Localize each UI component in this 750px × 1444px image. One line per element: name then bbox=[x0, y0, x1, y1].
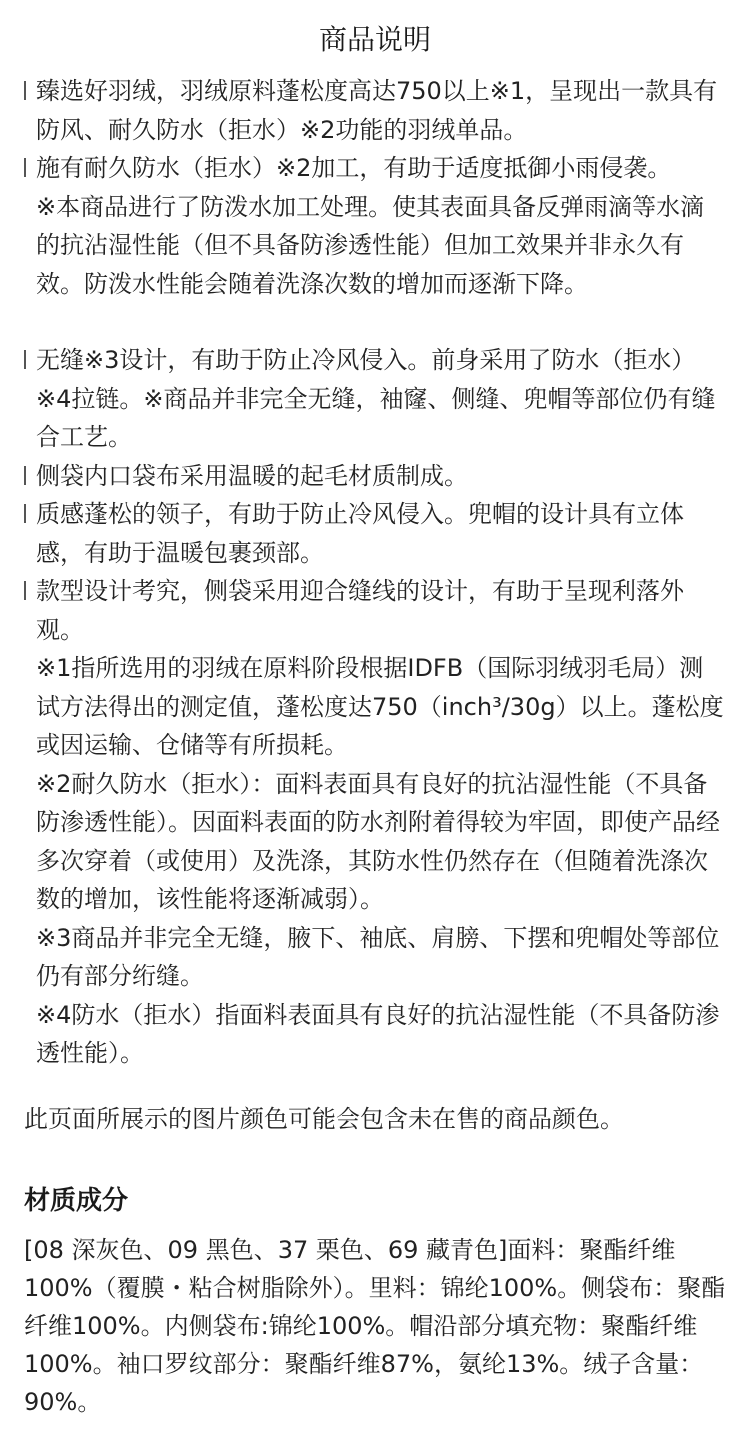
description-section bbox=[24, 72, 726, 1073]
water-repellent-note: ※本商品进行了防泼水加工处理。使其表面具备反弹雨滴等水滴的抗沾湿性能（但不具备防渗透性能）但加工效果并非永久有效。防泼水性能会随着洗涤次数的增加而逐渐下降。 bbox=[36, 192, 705, 298]
footnote: ※1指所选用的羽绒在原料阶段根据IDFB（国际羽绒羽毛局）测试方法得出的测定值，蓬松度达750（inch³/30g）以上。蓬松度或因运输、仓储等有所损耗。 bbox=[36, 654, 724, 759]
dash-bullet bbox=[24, 581, 26, 600]
list-item-text: 施有耐久防水（拒水）※2加工，有助于适度抵御小雨侵袭。 bbox=[36, 154, 672, 182]
list-item-text: 款型设计考究，侧袋采用迎合缝线的设计，有助于呈现利落外观。 bbox=[36, 577, 684, 644]
dash-bullet bbox=[24, 81, 26, 100]
page-title: 商品说明 bbox=[318, 23, 431, 56]
list-item bbox=[24, 149, 726, 188]
list-item bbox=[24, 495, 726, 572]
dash-bullet bbox=[24, 350, 26, 369]
list-item-text: 质感蓬松的领子，有助于防止冷风侵入。兜帽的设计具有立体感，有助于温暖包裹颈部。 bbox=[36, 500, 684, 567]
dash-bullet bbox=[24, 504, 26, 523]
dash-bullet bbox=[24, 466, 26, 485]
material-composition-text: [08 深灰色、09 黑色、37 栗色、69 藏青色]面料：聚酯纤维100%（覆膜・粘合树脂除外）。里料：锦纶100%。侧袋布：聚酯纤维100%。内侧袋布:锦纶100%。帽沿部分填充物：聚酯纤维100%。袖口罗纹部分：聚酯纤维87%，氨纶13%。绒子含量：90%。 bbox=[24, 1235, 726, 1416]
list-item-text: 臻选好羽绒，羽绒原料蓬松度高达750以上※1，呈现出一款具有防风、耐久防水（拒水）※2功能的羽绒单品。 bbox=[36, 77, 718, 144]
list-item-text: 无缝※3设计，有助于防止冷风侵入。前身采用了防水（拒水）※4拉链。※商品并非完全无缝，袖窿、侧缝、兜帽等部位仍有缝合工艺。 bbox=[36, 346, 716, 451]
spacer bbox=[24, 1073, 726, 1100]
list-item bbox=[24, 457, 726, 496]
color-disclaimer: 此页面所展示的图片颜色可能会包含未在售的商品颜色。 bbox=[24, 1104, 624, 1133]
footnote: ※4防水（拒水）指面料表面具有良好的抗沾湿性能（不具备防渗透性能）。 bbox=[36, 1000, 720, 1067]
material-heading: 材质成分 bbox=[24, 1185, 129, 1216]
list-item bbox=[24, 572, 726, 649]
spacer bbox=[24, 303, 726, 341]
footnote: ※2耐久防水（拒水）：面料表面具有良好的抗沾湿性能（不具备防渗透性能）。因面料表面的防水剂附着得较为牢固，即使产品经多次穿着（或使用）及洗涤，其防水性仍然存在（但随着洗涤次数的增加，该性能将逐渐减弱）。 bbox=[36, 769, 720, 913]
dash-bullet bbox=[24, 158, 26, 177]
list-item-text: 侧袋内口袋布采用温暖的起毛材质制成。 bbox=[36, 461, 468, 490]
list-item bbox=[24, 341, 726, 457]
list-item bbox=[24, 72, 726, 149]
footnote: ※3商品并非完全无缝，腋下、袖底、肩膀、下摆和兜帽处等部位仍有部分绗缝。 bbox=[36, 923, 720, 990]
